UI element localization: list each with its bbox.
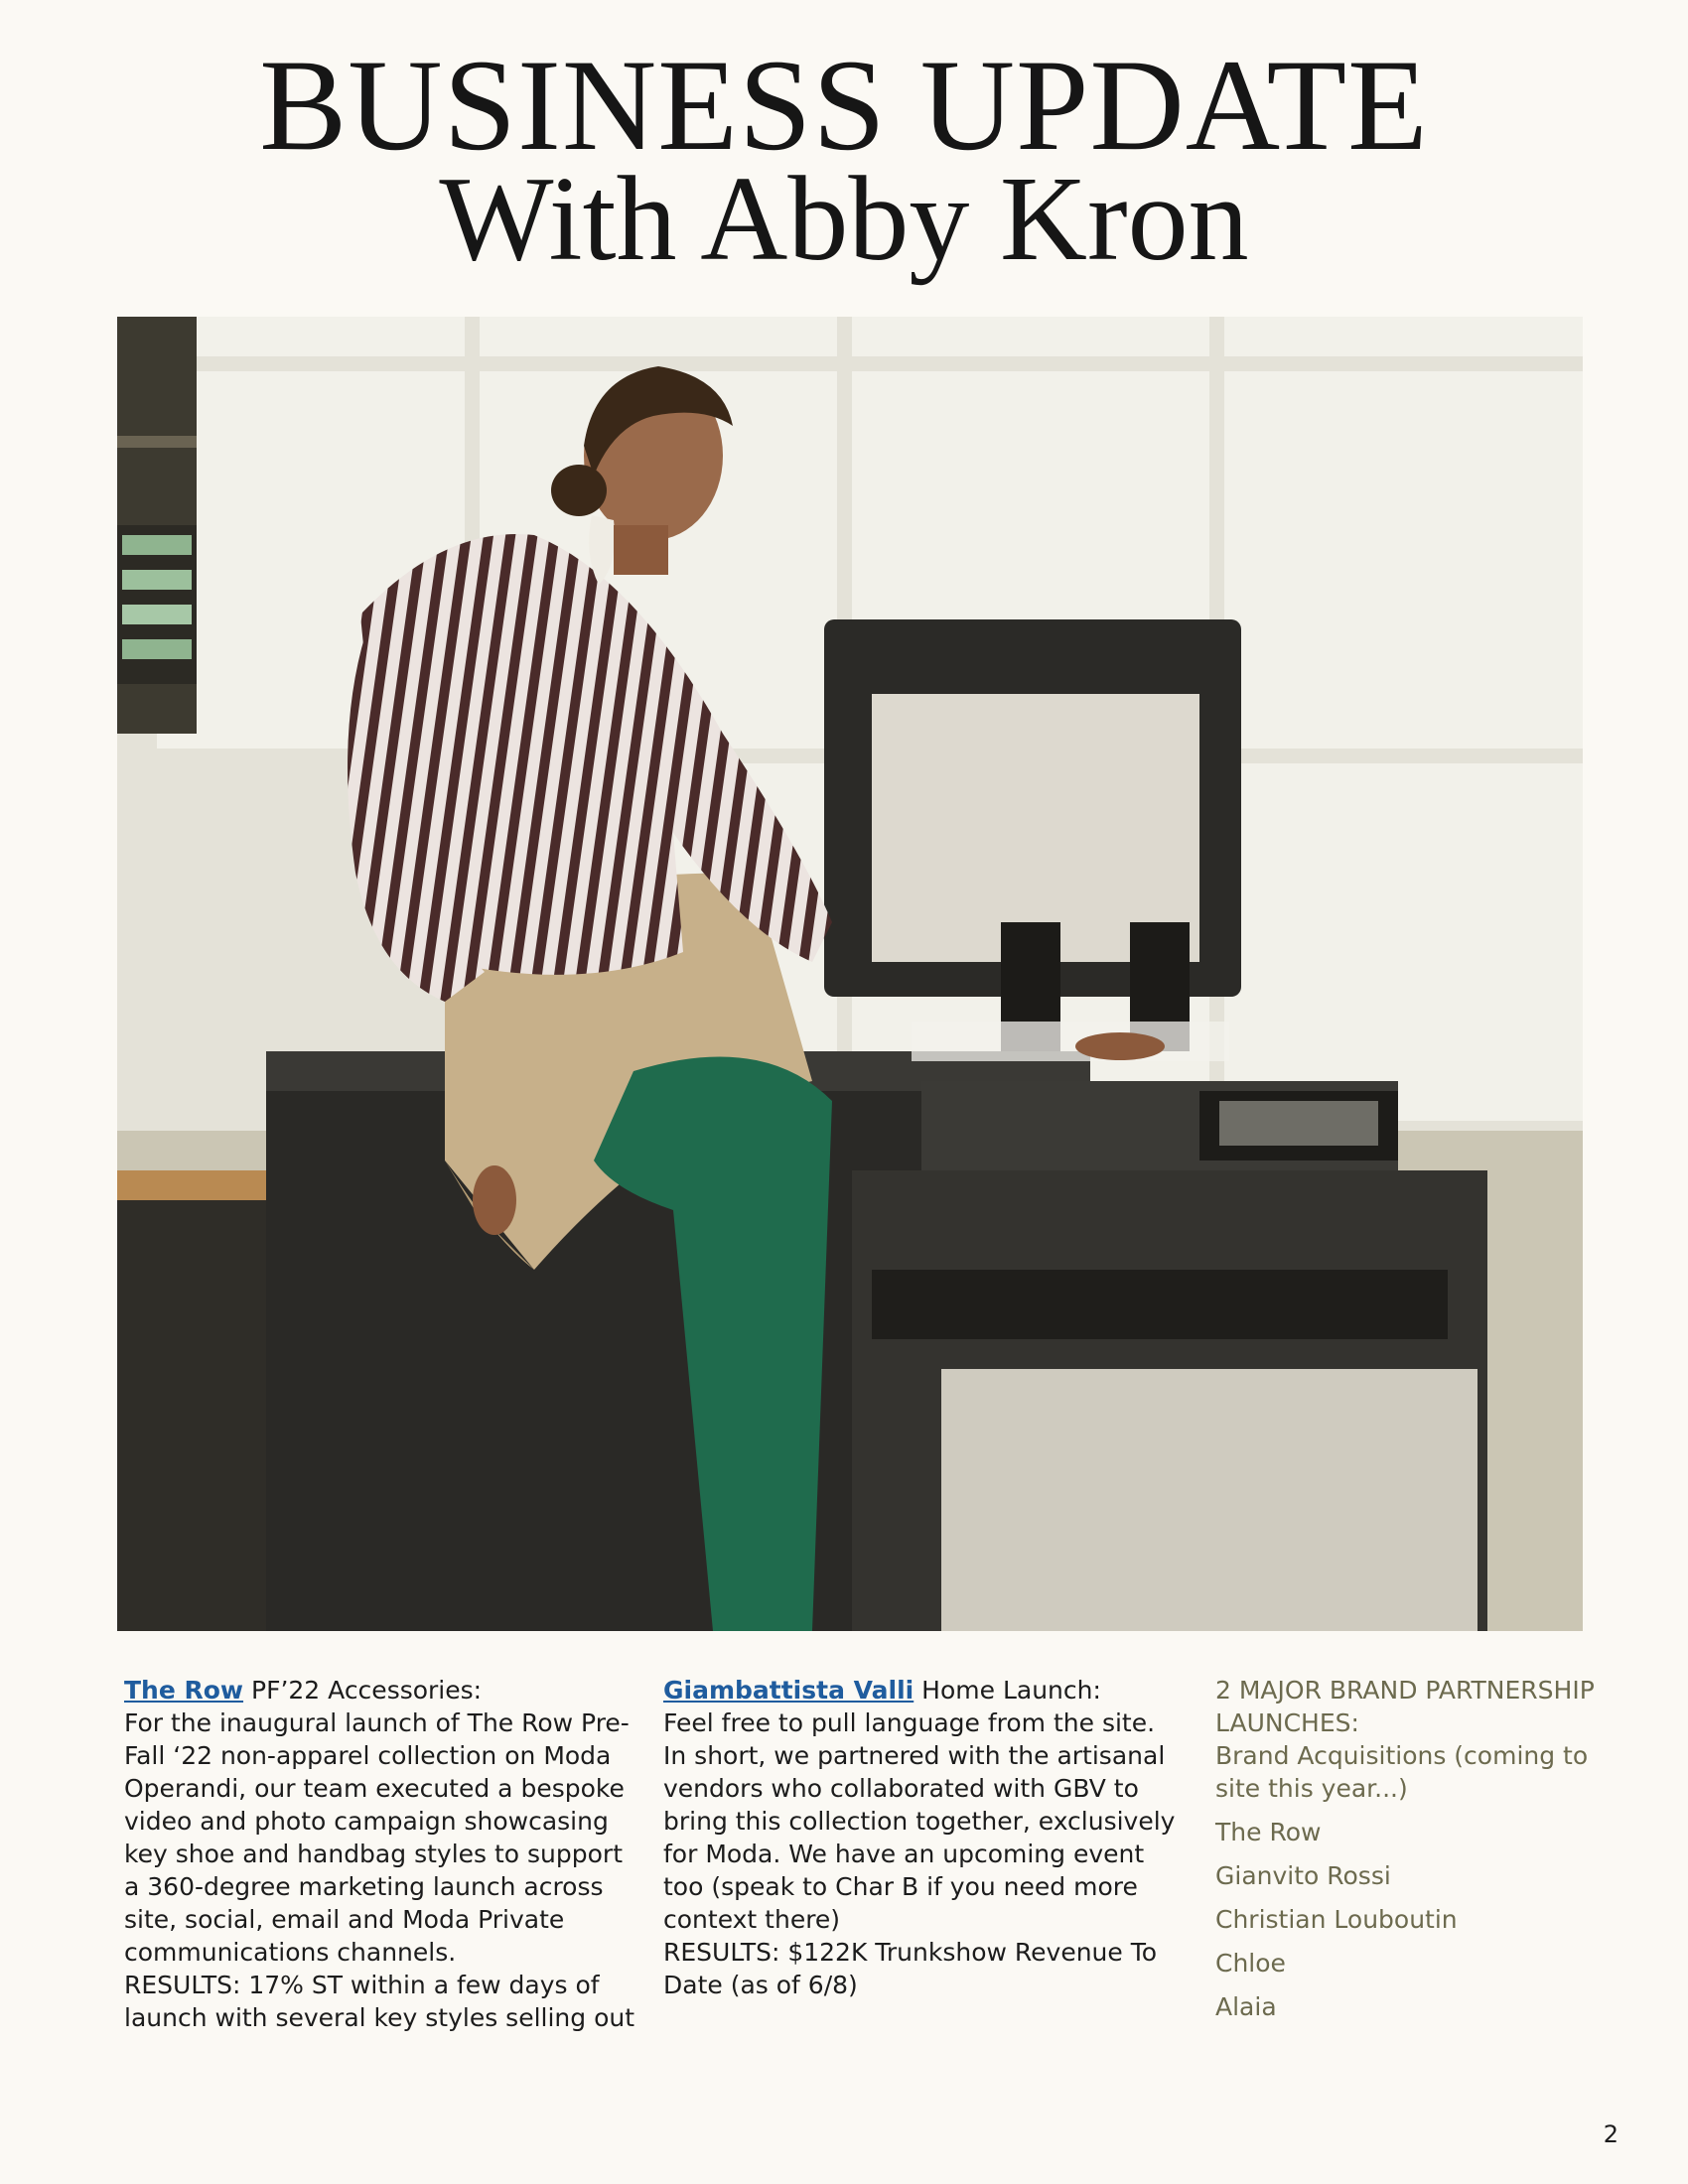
column-heading [663, 1674, 1180, 1706]
list-item: Chloe [1215, 1949, 1286, 1978]
list-item: The Row [1215, 1818, 1322, 1846]
page-title-line2: With Abby Kron [439, 152, 1249, 286]
sidebar-brand-launches [1215, 1674, 1632, 2034]
column-heading-text: Home Launch: [914, 1676, 1101, 1705]
column-results: RESULTS: $122K Trunkshow Revenue To Date (as of 6/8) [663, 1938, 1158, 1999]
column-body: For the inaugural launch of The Row Pre-Fall ‘22 non-apparel collection on Moda Operandi, our team executed a bespoke video and photo campaign showcasing key shoe and handbag styles to support a 360-degree marketing launch across site, social, email and Moda Private communications channels. [124, 1708, 630, 1967]
column-results: RESULTS: 17% ST within a few days of launch with several key styles selling out [124, 1971, 635, 2032]
list-item: Alaia [1215, 1992, 1277, 2021]
sidebar-list [1215, 1739, 1632, 2023]
brand-link-giambattista-valli[interactable]: Giambattista Valli [663, 1676, 914, 1705]
page-title-line1: BUSINESS UPDATE [259, 32, 1429, 178]
brand-link-the-row[interactable]: The Row [124, 1676, 244, 1705]
column-the-row [124, 1674, 640, 2034]
list-item: Christian Louboutin [1215, 1905, 1458, 1934]
column-heading-text: PF’22 Accessories: [243, 1676, 483, 1705]
column-heading [124, 1674, 640, 1706]
hero-photo [117, 317, 1583, 1631]
column-body: Feel free to pull language from the site. In short, we partnered with the artisanal vendors who collaborated with GBV to bring this collection together, exclusively for Moda. We have an upcoming event too (speak to Char B if you need more context there) [663, 1708, 1176, 1934]
sidebar-heading: 2 MAJOR BRAND PARTNERSHIP LAUNCHES: [1215, 1676, 1595, 1737]
list-item: Brand Acquisitions (coming to site this year...) [1215, 1741, 1589, 1803]
page-number: 2 [1603, 2120, 1618, 2148]
column-giambattista-valli [663, 1674, 1180, 2001]
list-item: Gianvito Rossi [1215, 1861, 1391, 1890]
